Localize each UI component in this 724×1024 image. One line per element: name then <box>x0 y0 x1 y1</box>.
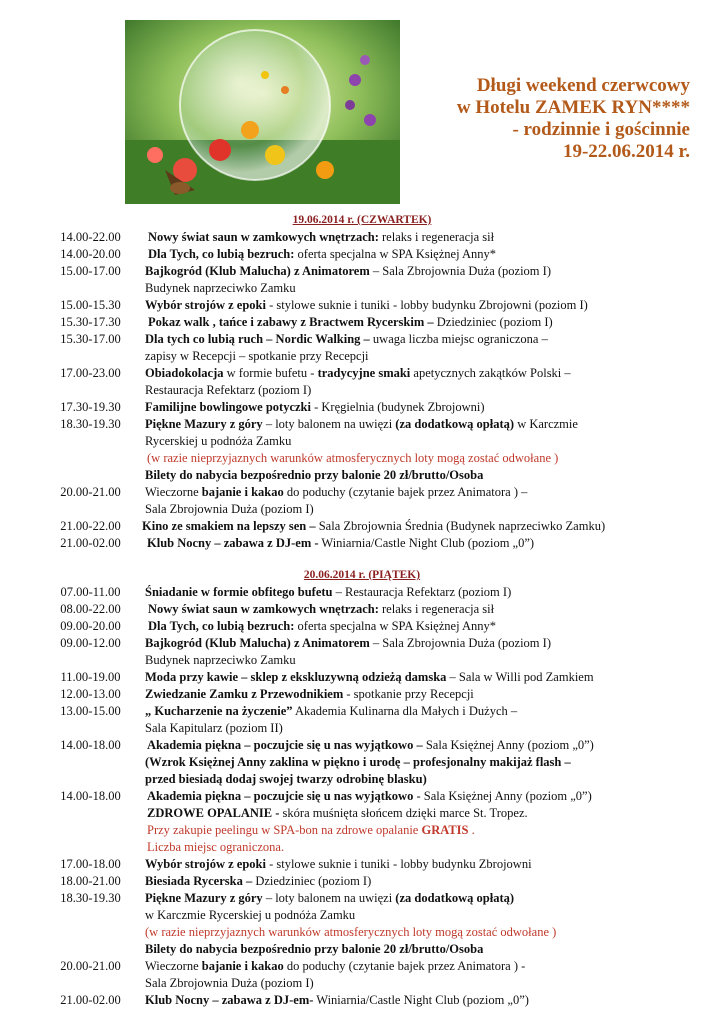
schedule-row <box>0 618 724 635</box>
makeup-note: (Wzrok Księżnej Anny zaklina w piękno i urodę – profesjonalny makijaż flash – <box>145 755 571 769</box>
day-header-friday: 20.06.2014 r. (PIĄTEK) <box>303 569 421 581</box>
time-range: 12.00-13.00 <box>60 687 121 701</box>
weather-notice: (w razie nieprzyjaznych warunków atmosferycznych loty mogą zostać odwołane ) <box>147 451 559 465</box>
event-title: Nowy świat saun w zamkowych wnętrzach: <box>148 230 379 244</box>
event-title: Piękne Mazury z góry <box>145 417 263 431</box>
event-detail-2: apetycznych zakątków Polski – <box>410 366 571 380</box>
time-range: 20.00-21.00 <box>60 485 121 499</box>
tanning-detail: skóra muśnięta słońcem dzięki marce St. Tropez. <box>282 806 528 820</box>
schedule-row <box>0 890 724 907</box>
event-title: Śniadanie w formie obfitego bufetu <box>145 585 333 599</box>
event-title: Akademia piękna – poczujcie się u nas wyjątkowo – <box>147 738 423 752</box>
event-detail: Sala Księżnej Anny (poziom „0”) <box>422 738 594 752</box>
event-continuation: Sala Zbrojownia Duża (poziom I) <box>145 976 314 990</box>
time-range: 21.00-02.00 <box>60 993 121 1007</box>
time-range: 18.30-19.30 <box>60 417 121 431</box>
schedule-row <box>0 737 724 754</box>
event-title: Piękne Mazury z góry <box>145 891 263 905</box>
event-detail: – Sala w Willi pod Zamkiem <box>446 670 594 684</box>
event-title: Dla tych co lubią ruch – Nordic Walking – <box>145 332 370 346</box>
event-detail: Akademia Kulinarna dla Małych i Dużych – <box>292 704 518 718</box>
time-range: 18.00-21.00 <box>60 874 121 888</box>
event-detail: – Restauracja Refektarz (poziom I) <box>332 585 512 599</box>
schedule-row <box>0 518 724 535</box>
event-title: Dla Tych, co lubią bezruch: <box>148 619 295 633</box>
event-detail: – loty balonem na uwięzi <box>262 891 396 905</box>
time-range: 14.00-22.00 <box>60 230 121 244</box>
event-detail: - Sala Księżnej Anny (poziom „0”) <box>413 789 592 803</box>
ticket-info: Bilety do nabycia bezpośrednio przy balonie 20 zł/brutto/Osoba <box>145 942 484 956</box>
schedule-row <box>0 416 724 433</box>
time-range: 17.00-18.00 <box>60 857 121 871</box>
event-detail: – Sala Zbrojownia Duża (poziom I) <box>369 264 551 278</box>
time-range: 15.00-15.30 <box>60 298 121 312</box>
event-continuation: zapisy w Recepcji – spotkanie przy Recepcji <box>145 349 369 363</box>
event-continuation: Budynek naprzeciwko Zamku <box>145 281 296 295</box>
time-range: 09.00-20.00 <box>60 619 121 633</box>
time-range: 07.00-11.00 <box>60 585 121 599</box>
event-detail: relaks i regeneracja sił <box>378 230 495 244</box>
title-line-1: Długi weekend czerwcowy <box>476 75 690 96</box>
event-detail: - spotkanie przy Recepcji <box>343 687 474 701</box>
schedule-row <box>0 635 724 652</box>
time-range: 18.30-19.30 <box>60 891 121 905</box>
promo-gratis: GRATIS <box>421 823 469 837</box>
event-detail-2: do poduchy (czytanie bajek przez Animatora ) – <box>283 485 528 499</box>
event-title: Obiadokolacja <box>145 366 224 380</box>
schedule-row <box>0 584 724 601</box>
event-title: Zwiedzanie Zamku z Przewodnikiem <box>145 687 344 701</box>
ticket-info: Bilety do nabycia bezpośrednio przy balonie 20 zł/brutto/Osoba <box>145 468 484 482</box>
time-range: 17.00-23.00 <box>60 366 121 380</box>
event-detail: uwaga liczba miejsc ograniczona – <box>369 332 548 346</box>
tanning-title: ZDROWE OPALANIE - <box>147 806 283 820</box>
time-range: 14.00-18.00 <box>60 738 121 752</box>
event-detail: – loty balonem na uwięzi <box>262 417 396 431</box>
event-title: bajanie i kakao <box>201 485 284 499</box>
event-highlight: (za dodatkową opłatą) <box>395 891 515 905</box>
event-detail: - stylowe suknie i tuniki - lobby budynku Zbrojowni (poziom I) <box>265 298 588 312</box>
makeup-note-2: przed biesiadą dodaj swojej twarzy odrobinę blasku) <box>145 772 427 786</box>
event-title: Klub Nocny – zabawa z DJ-em- <box>145 993 314 1007</box>
time-range: 21.00-02.00 <box>60 536 121 550</box>
time-range: 08.00-22.00 <box>60 602 121 616</box>
weather-notice: (w razie nieprzyjaznych warunków atmosferycznych loty mogą zostać odwołane ) <box>145 925 557 939</box>
limited-seats-note: Liczba miejsc ograniczona. <box>147 840 285 854</box>
event-continuation: Restauracja Refektarz (poziom I) <box>145 383 312 397</box>
event-title: Moda przy kawie – sklep z ekskluzywną odzieżą damska <box>145 670 447 684</box>
time-range: 14.00-20.00 <box>60 247 121 261</box>
time-range: 17.30-19.30 <box>60 400 121 414</box>
schedule-row <box>0 297 724 314</box>
event-title: Klub Nocny – zabawa z DJ-em - <box>147 536 319 550</box>
event-title: Biesiada Rycerska – <box>145 874 253 888</box>
time-range: 15.00-17.00 <box>60 264 121 278</box>
event-detail: Dziedziniec (poziom I) <box>252 874 372 888</box>
event-title: Wybór strojów z epoki <box>145 298 266 312</box>
event-detail: Sala Zbrojownia Średnia (Budynek naprzeciwko Zamku) <box>315 519 606 533</box>
time-range: 15.30-17.00 <box>60 332 121 346</box>
time-range: 20.00-21.00 <box>60 959 121 973</box>
time-range: 15.30-17.30 <box>60 315 121 329</box>
time-range: 21.00-22.00 <box>60 519 121 533</box>
event-detail: Dziedziniec (poziom I) <box>433 315 553 329</box>
event-highlight: tradycyjne smaki <box>317 366 411 380</box>
event-title: Dla Tych, co lubią bezruch: <box>148 247 295 261</box>
event-title: Kino ze smakiem na lepszy sen – <box>142 519 316 533</box>
time-range: 09.00-12.00 <box>60 636 121 650</box>
hero-image <box>125 20 400 204</box>
schedule-row <box>0 788 724 805</box>
promo-text: Przy zakupie peelingu w SPA-bon na zdrowe opalanie <box>147 823 422 837</box>
event-detail: - Kręgielnia (budynek Zbrojowni) <box>310 400 485 414</box>
event-detail: Winiarnia/Castle Night Club (poziom „0”) <box>313 993 529 1007</box>
event-title: Bajkogród (Klub Malucha) z Animatorem <box>145 636 370 650</box>
schedule-row <box>0 484 724 501</box>
event-title: Wybór strojów z epoki <box>145 857 266 871</box>
schedule-row <box>0 399 724 416</box>
schedule-row <box>0 601 724 618</box>
event-detail: Winiarnia/Castle Night Club (poziom „0”) <box>318 536 535 550</box>
schedule-row <box>0 856 724 873</box>
event-detail: Wieczorne <box>145 959 202 973</box>
page-title <box>457 75 690 163</box>
event-title: „ Kucharzenie na życzenie” <box>145 704 293 718</box>
event-detail: Wieczorne <box>145 485 202 499</box>
event-highlight: (za dodatkową opłatą) <box>395 417 515 431</box>
time-range: 14.00-18.00 <box>60 789 121 803</box>
event-title: bajanie i kakao <box>201 959 284 973</box>
schedule-row <box>0 992 724 1009</box>
schedule-row <box>0 365 724 382</box>
schedule-row <box>0 331 724 348</box>
event-title: Nowy świat saun w zamkowych wnętrzach: <box>148 602 379 616</box>
event-title: Pokaz walk , tańce i zabawy z Bractwem Rycerskim – <box>148 315 434 329</box>
event-detail-2: do poduchy (czytanie bajek przez Animatora ) - <box>283 959 526 973</box>
schedule-row <box>0 686 724 703</box>
schedule-row <box>0 263 724 280</box>
title-line-4: 19-22.06.2014 r. <box>562 141 690 162</box>
event-title: Bajkogród (Klub Malucha) z Animatorem <box>145 264 370 278</box>
event-continuation <box>147 805 528 822</box>
time-range: 11.00-19.00 <box>60 670 121 684</box>
event-detail-2: w Karczmie <box>514 417 578 431</box>
event-detail: – Sala Zbrojownia Duża (poziom I) <box>369 636 551 650</box>
schedule-row <box>0 246 724 263</box>
schedule-row <box>0 958 724 975</box>
event-detail: - stylowe suknie i tuniki - lobby budynku Zbrojowni <box>265 857 532 871</box>
event-detail: relaks i regeneracja sił <box>378 602 495 616</box>
title-line-3: - rodzinnie i gościnnie <box>512 119 690 140</box>
schedule-row <box>0 535 724 552</box>
title-line-2: w Hotelu ZAMEK RYN**** <box>456 97 690 118</box>
event-detail: w formie bufetu - <box>223 366 318 380</box>
event-continuation: Rycerskiej u podnóża Zamku <box>145 434 292 448</box>
event-continuation: Sala Zbrojownia Duża (poziom I) <box>145 502 314 516</box>
event-continuation: Sala Kapitularz (poziom II) <box>145 721 283 735</box>
event-title: Akademia piękna – poczujcie się u nas wyjątkowo <box>147 789 414 803</box>
tanning-promo <box>147 822 475 839</box>
schedule-row <box>0 669 724 686</box>
promo-end: . <box>468 823 475 837</box>
schedule-row <box>0 703 724 720</box>
event-detail: oferta specjalna w SPA Księżnej Anny* <box>294 619 497 633</box>
event-detail: oferta specjalna w SPA Księżnej Anny* <box>294 247 497 261</box>
time-range: 13.00-15.00 <box>60 704 121 718</box>
event-title: Familijne bowlingowe potyczki <box>145 400 311 414</box>
event-continuation: Budynek naprzeciwko Zamku <box>145 653 296 667</box>
schedule-row <box>0 229 724 246</box>
event-continuation: w Karczmie Rycerskiej u podnóża Zamku <box>145 908 356 922</box>
schedule-row <box>0 873 724 890</box>
schedule-row <box>0 314 724 331</box>
day-header-thursday: 19.06.2014 r. (CZWARTEK) <box>292 214 432 226</box>
